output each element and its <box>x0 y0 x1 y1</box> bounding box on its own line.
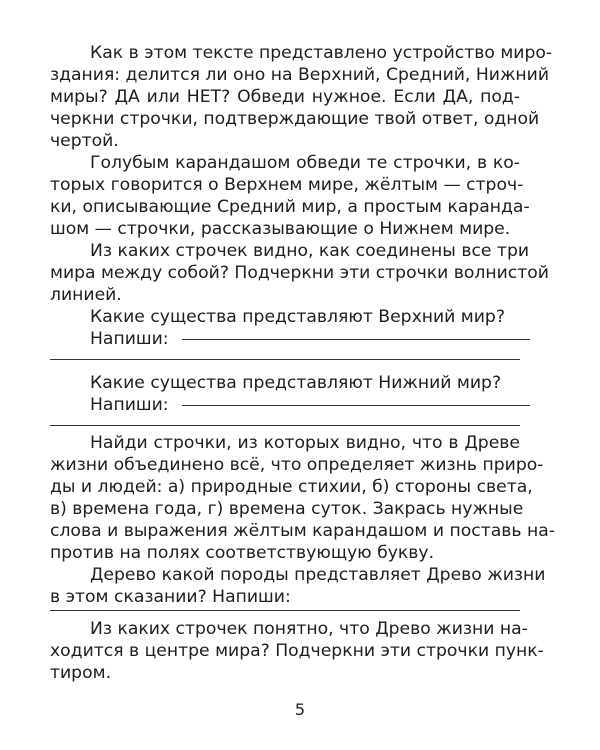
text-line: Как в этом тексте представлено устройство миро- <box>90 43 553 63</box>
answer-line-tree-species[interactable] <box>50 610 520 611</box>
text-line: шом — строчки, рассказывающие о Нижнем мире. <box>50 219 511 239</box>
text-line: тиром. <box>50 663 112 683</box>
text-line: ды и людей: а) природные стихии, б) стороны света, <box>50 477 533 497</box>
text-line: ходится в центре мира? Подчеркни эти строчки пунк- <box>50 641 544 661</box>
question-upper-world: Какие существа представляют Верхний мир? <box>90 307 505 327</box>
text-line: слова и выражения жёлтым карандашом и поставь на- <box>50 521 555 541</box>
text-line: торых говорится о Верхнем мире, жёлтым — строч- <box>50 175 524 195</box>
text-line: жизни объединено всё, что определяет жизнь приро- <box>50 455 544 475</box>
text-line: Из каких строчек понятно, что Древо жизни на- <box>90 619 528 639</box>
question-tree-species: Дерево какой породы представляет Древо жизни <box>90 565 546 585</box>
text-line: здания: делится ли оно на Верхний, Средний, Нижний <box>50 65 549 85</box>
answer-row-lower-world <box>50 394 520 416</box>
text-line: Найди строчки, из которых видно, что в Древе <box>90 433 520 453</box>
answer-line-upper-1[interactable] <box>182 339 530 340</box>
text-line: черкни строчки, подтверждающие твой ответ, одной <box>50 109 540 129</box>
write-label: Напиши: <box>90 329 169 349</box>
text-line: линией. <box>50 285 122 305</box>
text-line: ки, описывающие Средний мир, а простым каранда- <box>50 197 530 217</box>
answer-line-lower-1[interactable] <box>182 405 530 406</box>
page-number: 5 <box>294 700 306 719</box>
answer-line-upper-2[interactable] <box>50 359 520 360</box>
text-line: Из каких строчек видно, как соединены все три <box>90 241 530 261</box>
write-label: Напиши: <box>90 395 169 415</box>
text-line: чертой. <box>50 131 119 151</box>
text-line: Голубым карандашом обведи те строчки, в ко- <box>90 153 520 173</box>
text-line: миры? ДА или НЕТ? Обведи нужное. Если ДА, под- <box>50 87 520 107</box>
text-line: против на полях соответствующую букву. <box>50 543 435 563</box>
answer-line-lower-2[interactable] <box>50 425 520 426</box>
question-lower-world: Какие существа представляют Нижний мир? <box>90 373 502 393</box>
answer-row-upper-world <box>50 328 520 350</box>
text-line: в) времена года, г) времена суток. Закрась нужные <box>50 499 524 519</box>
text-line: мира между собой? Подчеркни эти строчки волнистой <box>50 263 549 283</box>
text-line: в этом сказании? Напиши: <box>50 587 291 607</box>
